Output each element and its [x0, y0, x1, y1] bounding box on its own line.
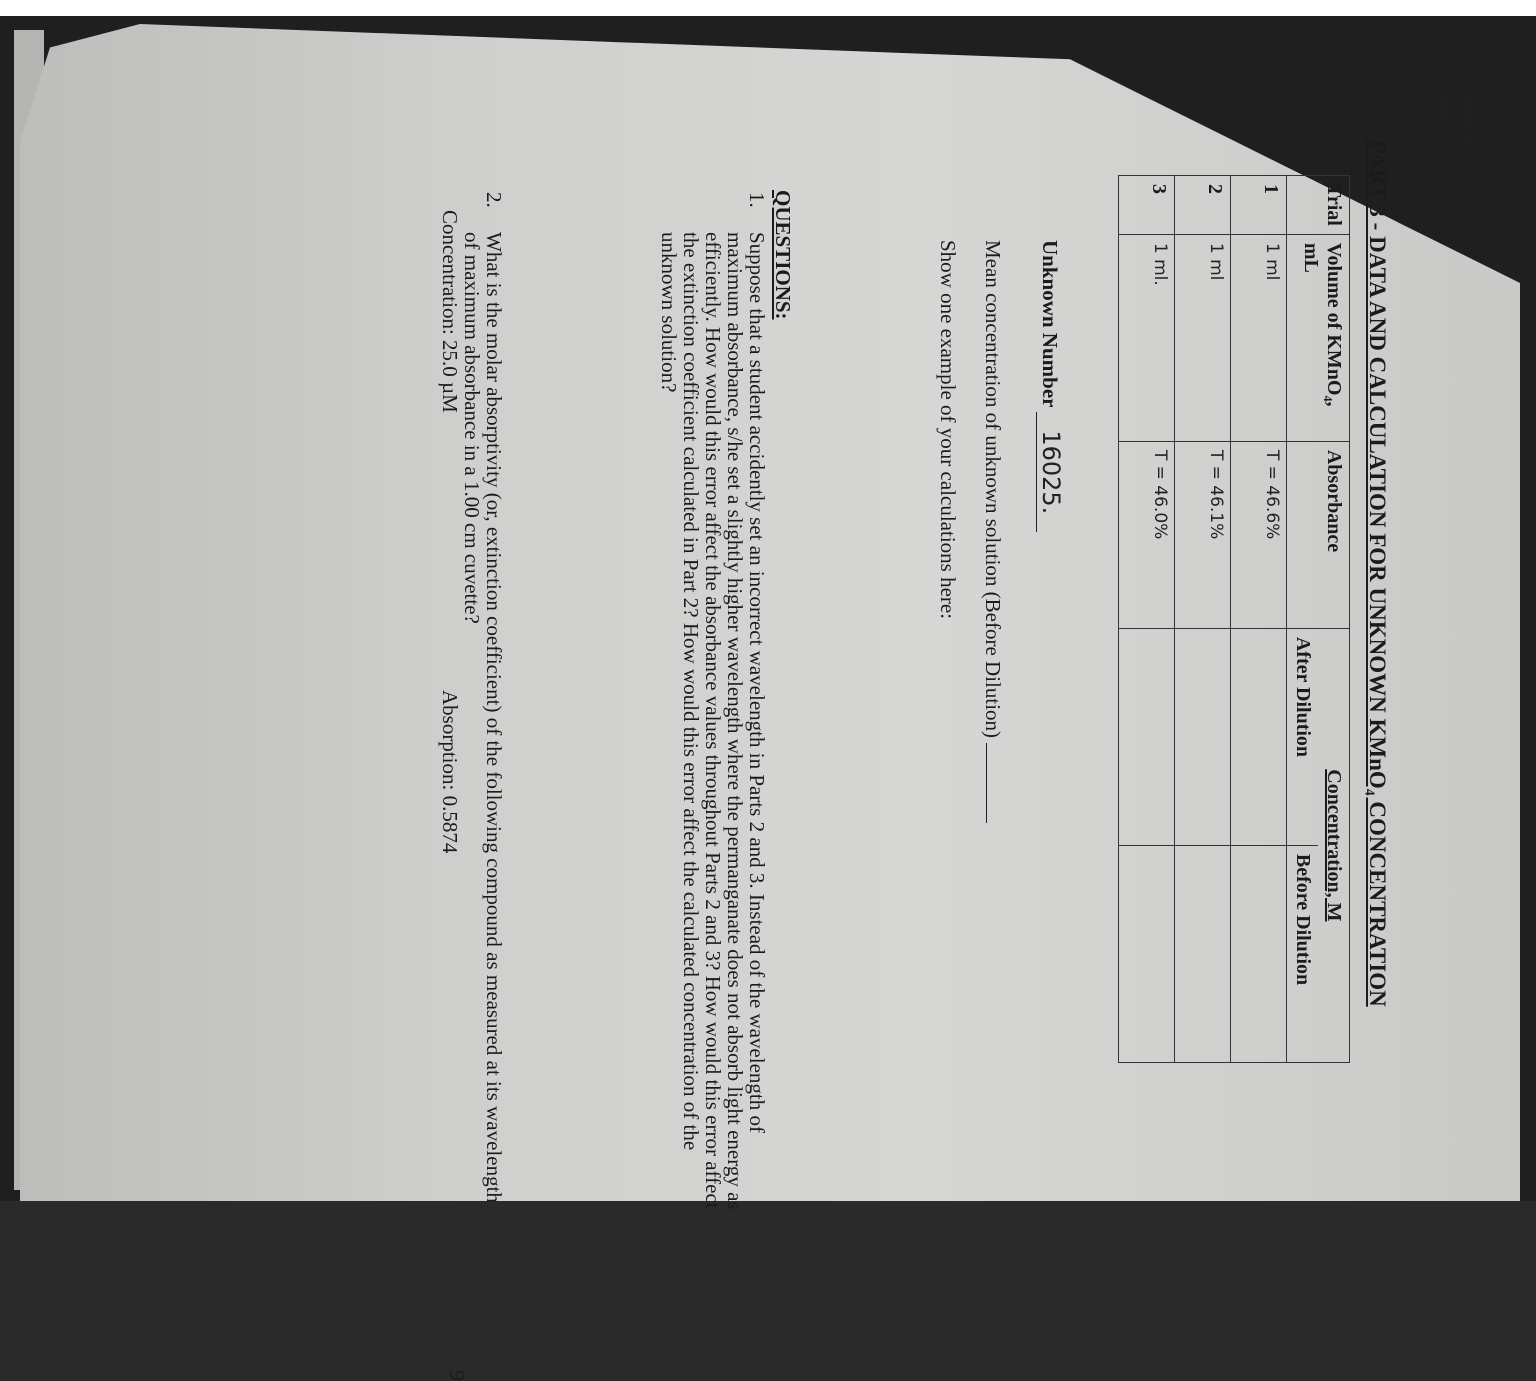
question-2-concentration: Concentration: 25.0 µM: [438, 210, 462, 413]
question-1-number: 1.: [745, 192, 769, 208]
question-2-values: [439, 210, 461, 1212]
before-dilution-cell: [1231, 845, 1287, 1062]
absorbance-cell: T = 46.1%: [1175, 441, 1231, 628]
data-table: [1118, 175, 1350, 1063]
before-dilution-cell: [1119, 845, 1175, 1062]
mean-concentration-blank: [986, 743, 987, 823]
top-edge: [0, 0, 1536, 16]
trial-cell: 3: [1119, 176, 1175, 235]
question-2-absorption: Absorption: 0.5874: [438, 690, 462, 854]
volume-cell: 1 ml: [1231, 234, 1287, 441]
header-concentration: Concentration, M: [1318, 628, 1350, 1062]
header-trial: Trial: [1287, 176, 1350, 235]
course-header: CHEM 101: [1437, 95, 1478, 146]
unknown-number-label: Unknown Number: [1038, 240, 1062, 408]
volume-cell: 1 ml: [1175, 234, 1231, 441]
after-dilution-cell: [1119, 628, 1175, 845]
page-number: 9: [445, 1370, 470, 1381]
calculation-prompt: Show one example of your calculations here:: [936, 240, 960, 620]
header-after-dilution: After Dilution: [1287, 628, 1319, 845]
absorbance-cell: T = 46.0%: [1119, 441, 1175, 628]
mean-concentration-label: Mean concentration of unknown solution (Before Dilution): [981, 240, 1005, 739]
unknown-number: [1037, 240, 1065, 532]
table-row: [1119, 176, 1175, 1063]
before-dilution-cell: [1175, 845, 1231, 1062]
worksheet-page: [390, 140, 1390, 1381]
header-volume: Volume of KMnO₄, mL: [1287, 234, 1350, 441]
unknown-number-value: 16025.: [1036, 412, 1065, 532]
header-before-dilution: Before Dilution: [1287, 845, 1319, 1062]
part-title: PART 3 - DATA AND CALCULATION FOR UNKNOWN KMnO₄ CONCENTRATION: [1365, 140, 1390, 1007]
question-1: [658, 192, 768, 1212]
header-absorbance: Absorbance: [1287, 441, 1350, 628]
after-dilution-cell: [1175, 628, 1231, 845]
volume-cell: 1 ml.: [1119, 234, 1175, 441]
question-1-text: Suppose that a student accidently set an incorrect wavelength in Parts 2 and 3. Instead of the wavelength of maximum absorbance, s/he set a slightly higher wavelength where the permanganate does not absorb light energy as efficiently. How would this error affect the absorbance values throughout Parts 2 and 3? How would this error affect the extinction coefficient calculated in Part 2? How would this error affect the calculated concentration of the unknown solution?: [657, 232, 769, 1210]
question-2-number: 2.: [482, 192, 506, 208]
questions-title: QUESTIONS:: [771, 190, 795, 320]
trial-cell: 2: [1175, 176, 1231, 235]
after-dilution-cell: [1231, 628, 1287, 845]
question-2: [439, 192, 505, 1212]
table-row: [1175, 176, 1231, 1063]
table-row: [1231, 176, 1287, 1063]
mean-concentration: [980, 240, 1005, 823]
question-2-text: What is the molar absorptivity (or, extinction coefficient) of the following compound as measured at its wavelength of maximum absorbance in a 1.00 cm cuvette?: [460, 232, 506, 1203]
trial-cell: 1: [1231, 176, 1287, 235]
absorbance-cell: T = 46.6%: [1231, 441, 1287, 628]
